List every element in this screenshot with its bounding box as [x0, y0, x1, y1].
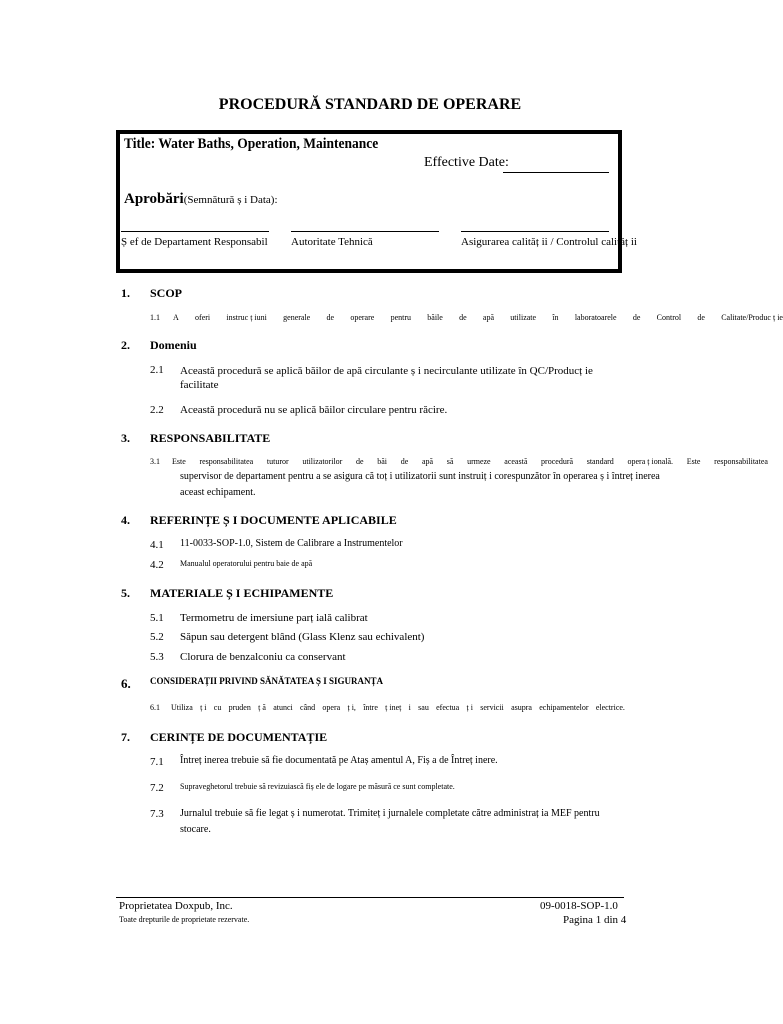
word: băile: [427, 313, 443, 322]
section-number: 6.: [121, 676, 131, 691]
signature-line-3: [461, 231, 609, 232]
documentation-item: Întreț inerea trebuie să fie documentată pe Ataș amentul A, Fiș a de Întreț inere.: [180, 755, 498, 766]
word: opera ț ională.: [627, 457, 674, 466]
responsibility-text-cont: aceast echipament.: [180, 487, 256, 498]
word: responsabilitatea: [714, 457, 768, 466]
scope-text: [173, 313, 783, 322]
word: ț ineț: [385, 703, 402, 712]
domain-item-text-cont: facilitate: [180, 379, 219, 391]
item-number: 4.1: [150, 539, 164, 551]
signature-label-qa-qc: Asigurarea calităț ii / Controlul calităț ii: [461, 236, 637, 248]
material-item: Clorura de benzalconiu ca conservant: [180, 651, 346, 663]
section-number: 7.: [121, 730, 130, 744]
item-number: 7.3: [150, 808, 164, 820]
item-number: 2.2: [150, 404, 164, 416]
reference-item: 11-0033-SOP-1.0, Sistem de Calibrare a Instrumentelor: [180, 538, 403, 549]
signature-line-1: [121, 231, 269, 232]
word: Control: [656, 313, 682, 322]
footer-doc-id: 09-0018-SOP-1.0: [540, 900, 618, 912]
responsibility-text: [172, 457, 768, 466]
word: operare: [350, 313, 375, 322]
word: oferi: [195, 313, 211, 322]
word: Este: [172, 457, 186, 466]
word: această: [504, 457, 528, 466]
word: i: [408, 703, 411, 712]
section-title-health-safety: CONSIDERAȚII PRIVIND SĂNĂTATEA Ș I SIGURANȚA: [150, 676, 383, 686]
item-number: 5.2: [150, 631, 164, 643]
document-title: PROCEDURĂ STANDARD DE OPERARE: [218, 96, 522, 113]
documentation-item: Supraveghetorul trebuie să revizuiască fiș ele de logare pe măsură ce sunt completate.: [180, 782, 455, 791]
domain-item-text: Această procedură se aplică băilor de apă circulante ș i necirculante utilizate în QC/Producț ie: [180, 365, 593, 377]
word: de: [632, 313, 641, 322]
item-number: 3.1: [150, 457, 160, 466]
footer-rights: Toate drepturile de proprietate rezervate.: [119, 915, 250, 924]
approvals-label: Aprobări(Semnătură ș i Data):: [124, 191, 278, 207]
word: atunci: [273, 703, 293, 712]
word: apă: [421, 457, 434, 466]
item-number: 6.1: [150, 703, 160, 712]
word: utilizatorilor: [302, 457, 343, 466]
word: servicii: [480, 703, 504, 712]
material-item: Săpun sau detergent blând (Glass Klenz sau echivalent): [180, 631, 425, 643]
word: urmeze: [467, 457, 491, 466]
word: de: [356, 457, 364, 466]
footer-company: Proprietatea Doxpub, Inc.: [119, 900, 233, 912]
word: Utiliza: [171, 703, 193, 712]
section-number: 5.: [121, 586, 130, 600]
item-number: 4.2: [150, 559, 164, 571]
responsibility-text-cont: supervisor de departament pentru a se asigura că toț i utilizatorii sunt instruiț i corespunzător în operarea ș i întreț inerea: [180, 471, 660, 482]
word: între: [363, 703, 378, 712]
word: când: [300, 703, 316, 712]
section-title-references: REFERINȚE Ș I DOCUMENTE APLICABILE: [150, 513, 397, 527]
effective-date-line: [503, 172, 609, 173]
item-number: 5.1: [150, 612, 164, 624]
word: Este: [686, 457, 701, 466]
effective-date-label: Effective Date:: [424, 155, 509, 170]
word: ț i,: [347, 703, 356, 712]
word: laboratoarele: [574, 313, 617, 322]
health-safety-text: [171, 703, 625, 712]
item-number: 7.1: [150, 756, 164, 768]
word: standard: [586, 457, 614, 466]
section-number: 1.: [121, 286, 130, 300]
word: de: [326, 313, 335, 322]
section-number: 2.: [121, 338, 130, 352]
sop-title: Title: Water Baths, Operation, Maintenance: [124, 136, 379, 152]
footer-page-number: Pagina 1 din 4: [563, 914, 627, 926]
word: Calitate/Produc ț ie: [721, 313, 783, 322]
item-number: 7.2: [150, 782, 164, 794]
word: generale: [283, 313, 311, 322]
documentation-item-cont: stocare.: [180, 824, 211, 835]
word: ț i: [466, 703, 473, 712]
section-number: 4.: [121, 513, 130, 527]
section-title-responsibility: RESPONSABILITATE: [150, 431, 271, 445]
word: utilizate: [510, 313, 537, 322]
word: procedură: [541, 457, 574, 466]
word: ț i: [200, 703, 207, 712]
word: de: [459, 313, 467, 322]
word: instruc ț iuni: [226, 313, 267, 322]
word: asupra: [511, 703, 532, 712]
documentation-item: Jurnalul trebuie să fie legat ș i numerotat. Trimiteț i jurnalele completate către administraț ia MEF pentru: [180, 808, 600, 819]
item-number: 1.1: [150, 313, 160, 322]
word: tuturor: [266, 457, 289, 466]
section-title-materials: MATERIALE Ș I ECHIPAMENTE: [150, 586, 334, 600]
word: opera: [322, 703, 341, 712]
word: sau: [418, 703, 429, 712]
word: responsabilitatea: [199, 457, 254, 466]
word: efectua: [436, 703, 460, 712]
word: să: [446, 457, 454, 466]
section-title-domain: Domeniu: [150, 338, 197, 352]
section-title-scope: SCOP: [150, 286, 183, 300]
word: electrice.: [595, 703, 625, 712]
word: pruden: [228, 703, 251, 712]
signature-line-2: [291, 231, 439, 232]
item-number: 2.1: [150, 364, 164, 376]
reference-item: Manualul operatorului pentru baie de apă: [180, 559, 313, 568]
word: pentru: [390, 313, 412, 322]
section-number: 3.: [121, 431, 130, 445]
item-number: 5.3: [150, 651, 164, 663]
word: apă: [482, 313, 495, 322]
word: băi: [377, 457, 388, 466]
word: ț ă: [258, 703, 266, 712]
material-item: Termometru de imersiune parț ială calibrat: [180, 612, 368, 624]
signature-label-dept-head: Ș ef de Departament Responsabil: [121, 236, 268, 248]
word: cu: [213, 703, 222, 712]
signature-label-technical: Autoritate Tehnică: [291, 236, 373, 248]
word: de: [697, 313, 705, 322]
section-title-documentation: CERINȚE DE DOCUMENTAȚIE: [150, 730, 328, 744]
approvals-note: (Semnătură ș i Data):: [183, 194, 278, 206]
word: în: [552, 313, 559, 322]
footer-divider: [116, 897, 624, 898]
word: echipamentelor: [539, 703, 589, 712]
word: de: [400, 457, 409, 466]
word: A: [173, 313, 179, 322]
domain-item-text: Această procedură nu se aplică băilor circulare pentru răcire.: [180, 404, 448, 416]
